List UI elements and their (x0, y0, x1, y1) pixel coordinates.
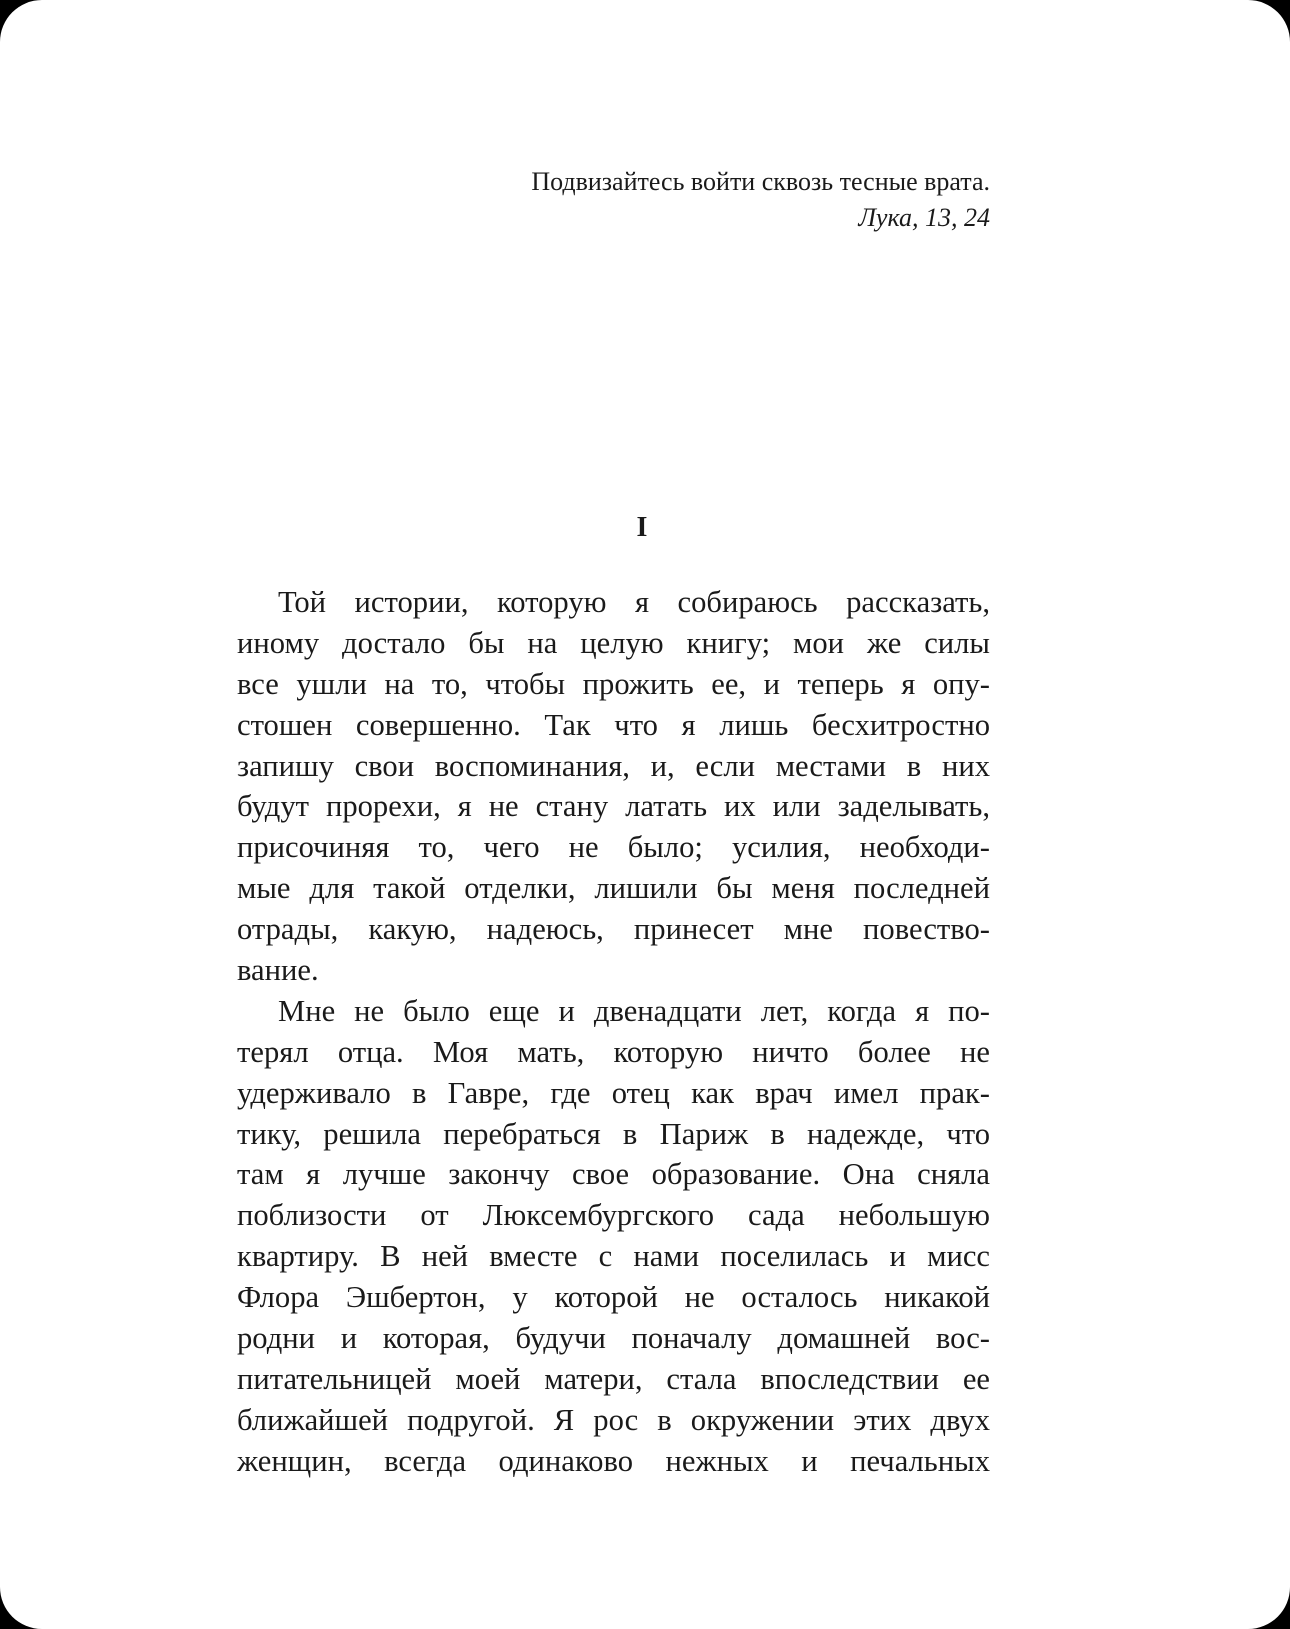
text-line: ближайшей подругой. Я рос в окружении этих двух (237, 1402, 990, 1437)
paragraph-2 (237, 991, 990, 1482)
text-line: тику, решила перебраться в Париж в надежде, что (237, 1116, 990, 1151)
text-line: мые для такой отделки, лишили бы меня последней (237, 871, 990, 906)
text-line: женщин, всегда одинаково нежных и печальных (237, 1443, 990, 1478)
chapter-text (237, 582, 990, 1482)
text-line: вание. (237, 953, 319, 988)
text-line: будут прорехи, я не стану латать их или заделывать, (237, 789, 990, 824)
text-line: стошен совершенно. Так что я лишь бесхитростно (237, 707, 990, 742)
chapter-number: I (636, 512, 648, 543)
text-line: терял отца. Моя мать, которую ничто более не (237, 1034, 990, 1069)
paragraph-1 (237, 582, 990, 991)
text-line: поблизости от Люксембургского сада небольшую (237, 1198, 990, 1233)
text-line: Флора Эшбертон, у которой не осталось никакой (237, 1280, 990, 1315)
text-line: Той истории, которую я собираюсь рассказать, (278, 585, 990, 619)
text-line: иному достало бы на целую книгу; мои же силы (237, 625, 990, 660)
text-line: квартиру. В ней вместе с нами поселилась и мисс (237, 1239, 990, 1274)
epigraph-quote: Подвизайтесь войти сквозь тесные врата. (531, 167, 990, 196)
text-line: там я лучше закончу свое образование. Она сняла (237, 1157, 990, 1192)
text-line: присочиняя то, чего не было; усилия, необходи- (237, 830, 990, 865)
text-line: запишу свои воспоминания, и, если местами в них (237, 748, 990, 783)
text-line: питательницей моей матери, стала впоследствии ее (237, 1361, 990, 1396)
text-line: отрады, какую, надеюсь, принесет мне повество- (237, 912, 990, 947)
text-line: Мне не было еще и двенадцати лет, когда я по- (278, 993, 990, 1028)
text-line: родни и которая, будучи поначалу домашней вос- (237, 1321, 990, 1356)
text-line: удерживало в Гавре, где отец как врач имел прак- (237, 1075, 990, 1110)
text-line: все ушли на то, чтобы прожить ее, и теперь я опу- (237, 666, 990, 701)
epigraph (300, 164, 990, 236)
epigraph-source: Лука, 13, 24 (858, 203, 990, 232)
